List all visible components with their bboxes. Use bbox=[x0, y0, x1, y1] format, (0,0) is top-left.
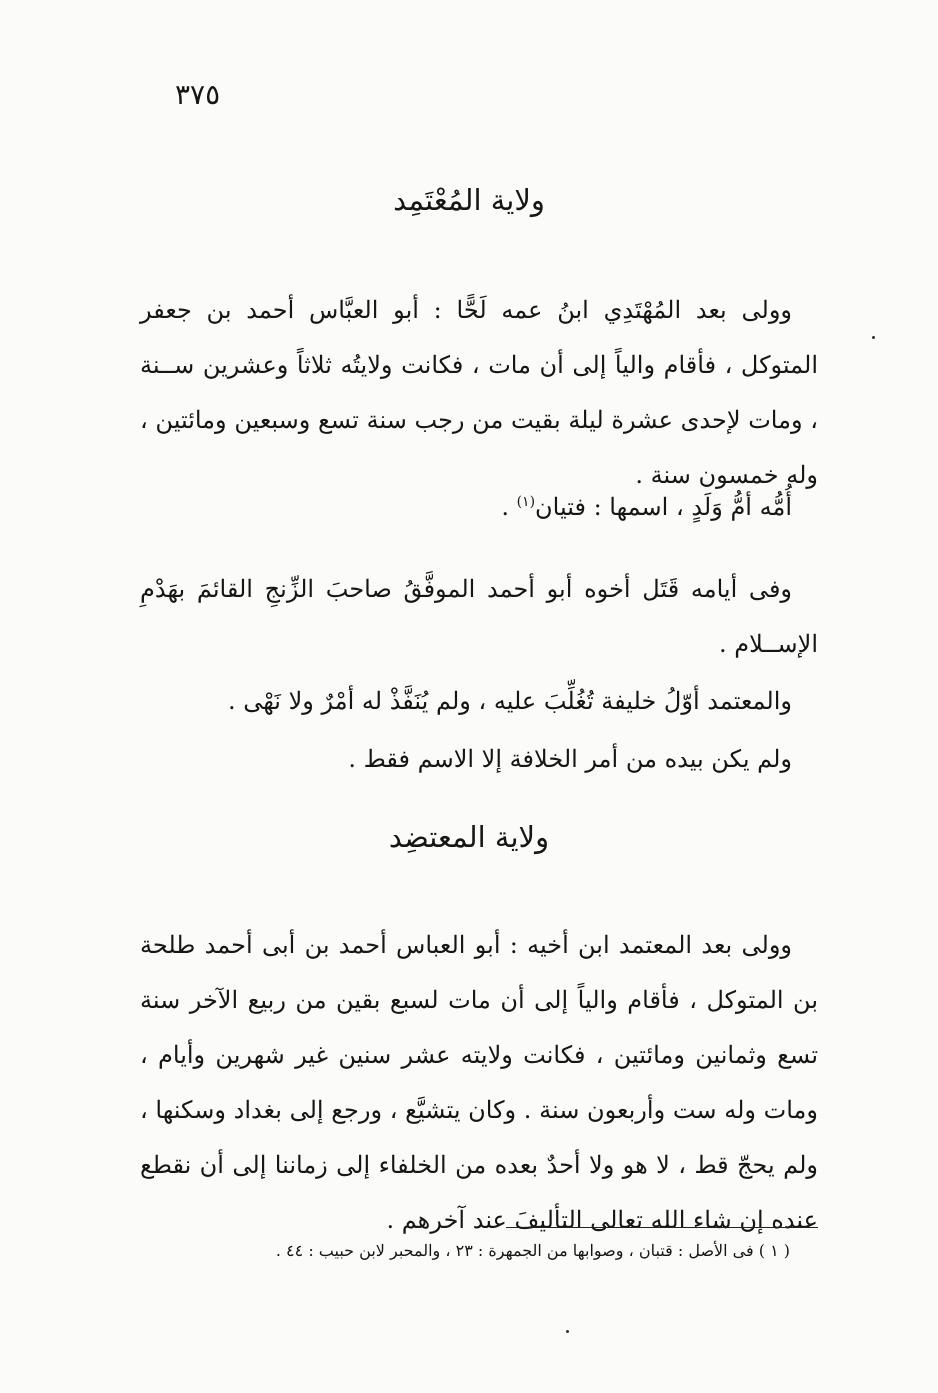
paragraph: وفى أيامه قَتَل أخوه أبو أحمد الموفَّقُ صاحبَ الزِّنجِ القائمَ بهَدْمِ الإســلام . bbox=[140, 575, 818, 658]
section-title-mutadid: ولاية المعتضِد bbox=[388, 820, 550, 854]
page-number: ٣٧٥ bbox=[175, 78, 221, 111]
paragraph-text: أُمُّه أمُّ وَلَدٍ ، اسمها : فتيان bbox=[535, 493, 792, 521]
paragraph: وولى بعد المُهْتَدِي ابنُ عمه لَحًّا : أبو العبَّاس أحمد بن جعفر المتوكل ، فأقام والياً إلى أن مات ، فكانت ولايتُه ثلاثاً وعشرين ســنة ، ومات لإحدى عشرة ليلة بقيت من رجب سنة تسع وسبعين ومائتين ، وله خمسون سنة . bbox=[140, 296, 818, 489]
paragraph: ولم يكن بيده من أمر الخلافة إلا الاسم فقط . bbox=[348, 745, 792, 773]
scan-speck bbox=[566, 1330, 569, 1333]
paragraph: وولى بعد المعتمد ابن أخيه : أبو العباس أحمد بن أبى أحمد طلحة بن المتوكل ، فأقام والياً إلى أن مات لسبع بقين من ربيع الآخر سنة تسع وثمانين ومائتين ، فكانت ولايته عشر سنين غير شهرين وأيام ، ومات وله ست وأربعون سنة . وكان يتشيَّع ، ورجع إلى بغداد وسكنها ، ولم يحجّ قط ، لا هو ولا أحدٌ بعده من الخلفاء إلى زماننا إلى أن نقطع عنده إن شاء الله تعالى التأليفَ عند آخرهم . bbox=[140, 931, 818, 1234]
paragraph-end: . bbox=[501, 493, 517, 521]
paragraph-mother bbox=[140, 480, 818, 535]
footnote: ( ١ ) فى الأصل : قتبان ، وصوابها من الجمهرة : ٢٣ ، والمحبر لابن حبيب : ٤٤ . bbox=[275, 1241, 790, 1260]
section-title-mutamid: ولاية المُعْتَمِد bbox=[393, 183, 545, 217]
scan-speck bbox=[872, 336, 875, 339]
paragraph: والمعتمد أوّلُ خليفة تُغُلِّبَ عليه ، ولم يُنَفَّذْ له أمْرٌ ولا نَهْى . bbox=[227, 687, 792, 715]
footnote-marker: (١) bbox=[516, 494, 536, 510]
footnote-divider bbox=[506, 1227, 818, 1228]
